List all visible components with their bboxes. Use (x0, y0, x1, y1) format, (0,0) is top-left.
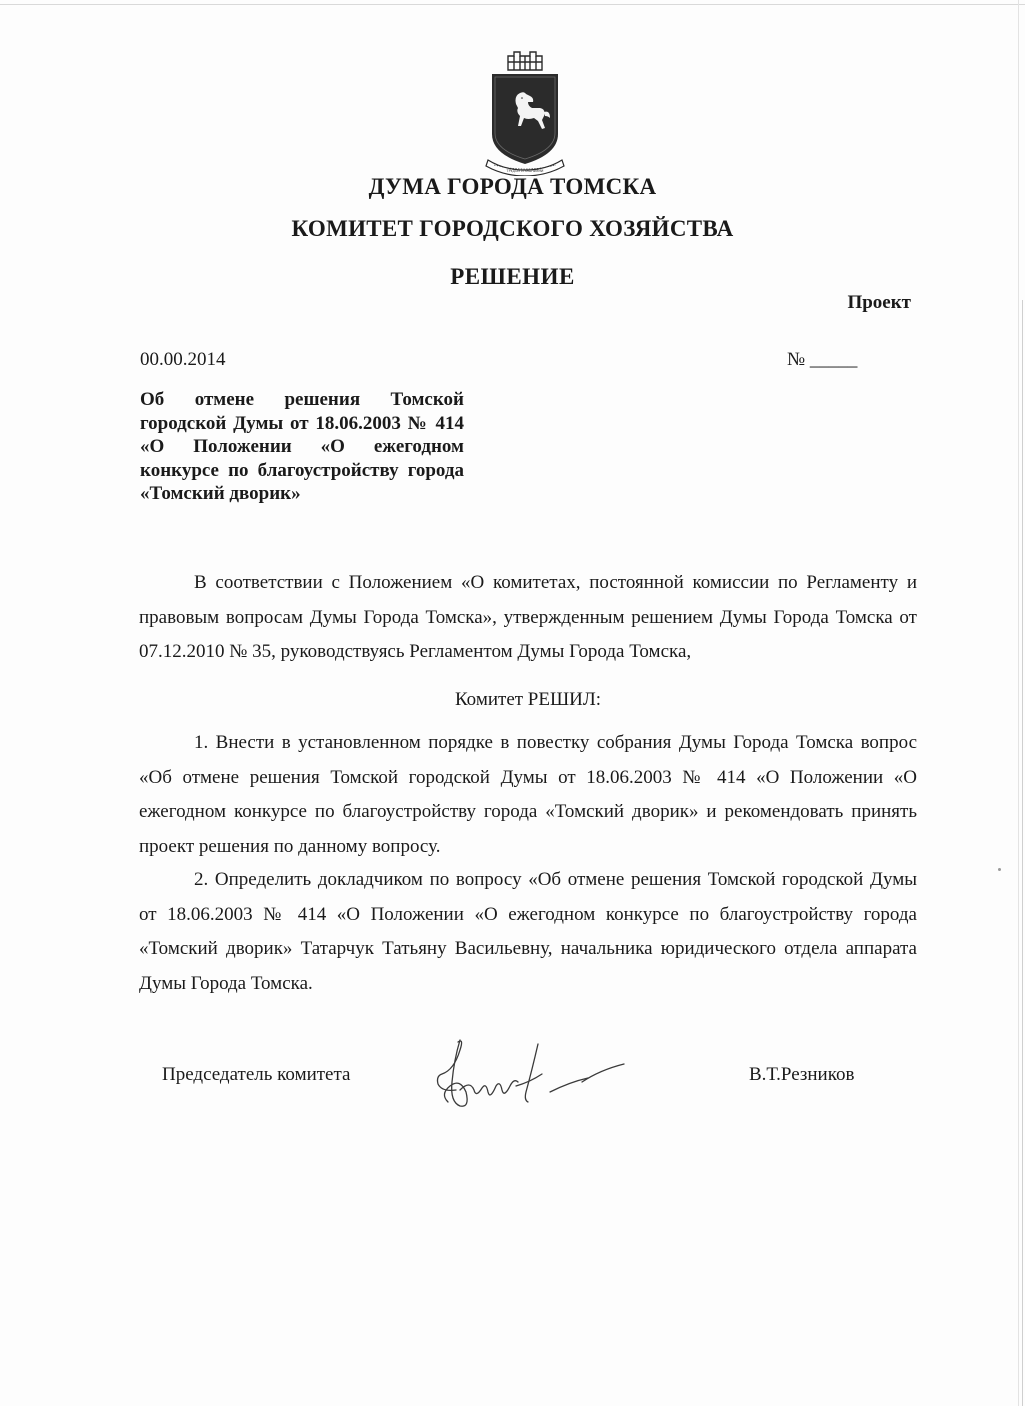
preamble-paragraph: В соответствии с Положением «О комитетах, постоянной комиссии по Регламенту и правовым вопросам Думы Города Томска», утвержденным решением Думы Города Томска от 07.12.2010 № 35, руководствуясь Регламентом Думы Города Томска, (139, 572, 917, 662)
document-subject: Об отмене решения Томской городской Думы от 18.06.2003 № 414 «О Положении «О ежегодном конкурсе по благоустройству города «Томский дворик» (140, 389, 464, 504)
organization-title: ДУМА ГОРОДА ТОМСКА (368, 174, 657, 199)
resolved-heading: Комитет РЕШИЛ: (454, 689, 602, 710)
document-number: № _____ (787, 349, 858, 370)
document-date: 00.00.2014 (140, 349, 226, 370)
tomsk-coat-of-arms-icon (484, 46, 566, 176)
scan-edge-right (1018, 0, 1019, 1406)
handwritten-signature-icon (430, 1030, 630, 1114)
scan-edge-right-secondary (1022, 300, 1023, 1406)
resolution-item-2: 2. Определить докладчиком по вопросу «Об отмене решения Томской городской Думы от 18.06.2003 № 414 «О Положении «О ежегодном конкурсе по благоустройству города «Томский дворик» Татарчук Татьяну Васильевну, начальника юридического отдела аппарата Думы Города Томска. (139, 869, 917, 994)
scan-edge-top (0, 4, 1025, 5)
resolution-item-1: 1. Внести в установленном порядке в повестку собрания Думы Города Томска вопрос «Об отмене решения Томской городской Думы от 18.06.2003 № 414 «О Положении «О ежегодном конкурсе по благоустройству города «Томский дворик» и рекомендовать принять проект решения по данному вопросу. (139, 732, 917, 857)
scan-speck (998, 868, 1001, 871)
draft-label: Проект (847, 292, 911, 313)
signatory-title: Председатель комитета (162, 1064, 351, 1085)
committee-title: КОМИТЕТ ГОРОДСКОГО ХОЗЯЙСТВА (291, 216, 734, 241)
emblem-motto: ТРУДОМ И ЗНАНИЯМИ (506, 169, 544, 173)
document-type: РЕШЕНИЕ (450, 264, 575, 289)
signatory-name: В.Т.Резников (749, 1064, 855, 1085)
